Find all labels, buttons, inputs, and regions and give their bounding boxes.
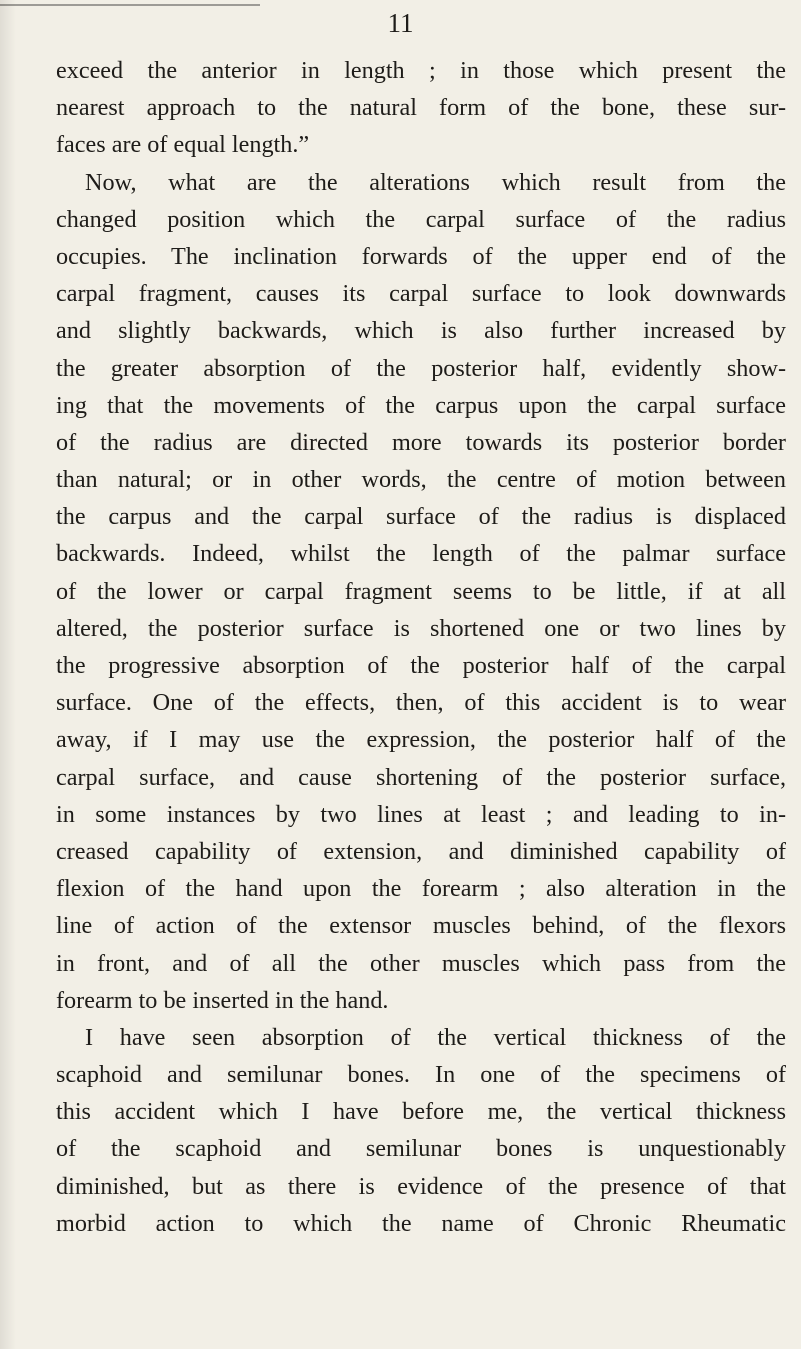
text-line: forearm to be inserted in the hand. xyxy=(56,986,389,1014)
text-line: creased capability of extension, and diminished capability of xyxy=(56,837,786,865)
text-line: the progressive absorption of the posterior half of the carpal xyxy=(56,652,786,679)
text-line: altered, the posterior surface is shortened one or two lines by xyxy=(56,614,786,642)
text-line: this accident which I have before me, the vertical thickness xyxy=(56,1098,786,1126)
text-line: line of action of the extensor muscles behind, of the flexors xyxy=(56,912,786,940)
text-line: backwards. Indeed, whilst the length of the palmar surface xyxy=(56,540,786,568)
body-text xyxy=(56,52,786,1242)
text-line: the carpus and the carpal surface of the radius is displaced xyxy=(56,503,786,531)
top-rule xyxy=(0,4,260,6)
binding-shadow xyxy=(0,0,16,1349)
text-line: flexion of the hand upon the forearm ; also alteration in the xyxy=(56,875,786,903)
text-line: faces are of equal length.” xyxy=(56,131,310,159)
text-line: in some instances by two lines at least ; and leading to in- xyxy=(56,800,786,828)
text-line: of the lower or carpal fragment seems to be little, if at all xyxy=(56,577,786,605)
text-line: nearest approach to the natural form of the bone, these sur- xyxy=(56,94,786,122)
text-line: scaphoid and semilunar bones. In one of the specimens of xyxy=(56,1061,786,1089)
text-line: Now, what are the alterations which result from the xyxy=(85,168,786,196)
text-line: in front, and of all the other muscles which pass from the xyxy=(56,949,786,977)
text-line: surface. One of the effects, then, of this accident is to wear xyxy=(56,689,786,717)
text-line: diminished, but as there is evidence of the presence of that xyxy=(56,1172,786,1200)
text-line: of the scaphoid and semilunar bones is unquestionably xyxy=(56,1135,786,1163)
text-line: away, if I may use the expression, the posterior half of the xyxy=(56,726,786,754)
text-line: and slightly backwards, which is also further increased by xyxy=(56,317,786,345)
text-line: ing that the movements of the carpus upon the carpal surface xyxy=(56,391,786,419)
text-line: occupies. The inclination forwards of the upper end of the xyxy=(56,242,786,270)
text-line: of the radius are directed more towards its posterior border xyxy=(56,428,786,456)
text-line: than natural; or in other words, the centre of motion between xyxy=(56,466,786,494)
text-line: carpal surface, and cause shortening of the posterior surface, xyxy=(56,763,786,791)
text-line: I have seen absorption of the vertical thickness of the xyxy=(85,1023,786,1051)
text-line: changed position which the carpal surface of the radius xyxy=(56,205,786,233)
text-line: the greater absorption of the posterior half, evidently show- xyxy=(56,354,786,382)
page-number: 11 xyxy=(387,8,414,38)
text-line: carpal fragment, causes its carpal surface to look downwards xyxy=(56,280,786,308)
text-line: exceed the anterior in length ; in those which present the xyxy=(56,57,786,84)
text-line: morbid action to which the name of Chronic Rheumatic xyxy=(56,1209,786,1237)
